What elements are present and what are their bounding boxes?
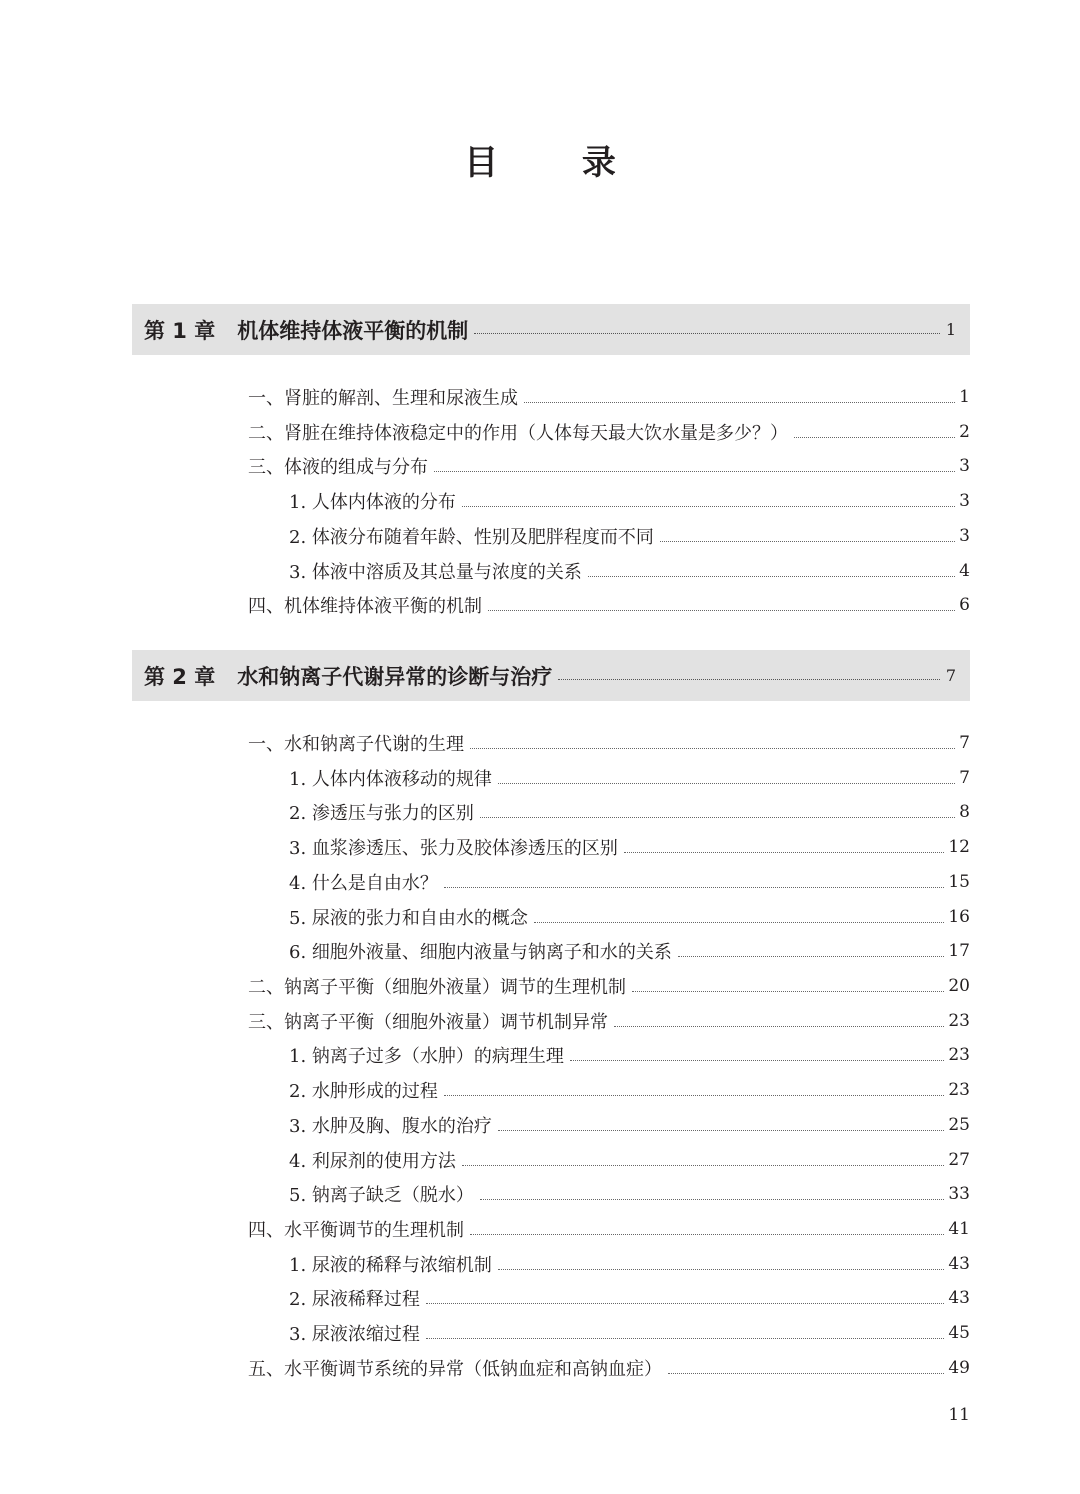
leader-dots — [558, 679, 940, 680]
leader-dots — [794, 437, 955, 438]
leader-dots — [624, 852, 944, 853]
toc-entry-label: 2. 尿液稀释过程 — [289, 1289, 420, 1310]
toc-entry-label: 四、机体维持体液平衡的机制 — [248, 596, 482, 617]
leader-dots — [498, 1269, 944, 1270]
toc-entry[interactable] — [289, 1318, 970, 1348]
leader-dots — [426, 1338, 944, 1339]
toc-entry-page: 4 — [959, 561, 970, 581]
toc-entry[interactable] — [248, 417, 970, 447]
chapter-page-number: 1 — [945, 320, 956, 339]
toc-entry[interactable] — [248, 382, 970, 412]
toc-entry-label: 2. 渗透压与张力的区别 — [289, 803, 474, 824]
page-title: 目 录 — [464, 143, 652, 183]
chapter-heading-2[interactable] — [132, 650, 970, 701]
leader-dots — [614, 1026, 944, 1027]
leader-dots — [678, 956, 944, 957]
toc-entry-label: 三、体液的组成与分布 — [248, 457, 428, 478]
chapter-number: 第 1 章 — [144, 318, 216, 343]
toc-entry[interactable] — [289, 763, 970, 793]
leader-dots — [480, 1199, 944, 1200]
toc-entry-label: 1. 钠离子过多（水肿）的病理生理 — [289, 1046, 564, 1067]
toc-entry[interactable] — [289, 936, 970, 966]
toc-entry[interactable] — [289, 797, 970, 827]
toc-entry-page: 23 — [948, 1011, 970, 1031]
toc-entry-label: 2. 水肿形成的过程 — [289, 1081, 438, 1102]
leader-dots — [570, 1060, 944, 1061]
toc-entry-label: 三、钠离子平衡（细胞外液量）调节机制异常 — [248, 1012, 608, 1033]
toc-entry-page: 43 — [948, 1254, 970, 1274]
leader-dots — [632, 991, 944, 992]
leader-dots — [426, 1303, 944, 1304]
toc-entry-label: 3. 尿液浓缩过程 — [289, 1324, 420, 1345]
leader-dots — [462, 506, 955, 507]
toc-entry-label: 一、水和钠离子代谢的生理 — [248, 734, 464, 755]
toc-entry-label: 6. 细胞外液量、细胞内液量与钠离子和水的关系 — [289, 942, 672, 963]
toc-entry[interactable] — [289, 867, 970, 897]
toc-entry[interactable] — [248, 1353, 970, 1383]
toc-entry-label: 2. 体液分布随着年龄、性别及肥胖程度而不同 — [289, 527, 654, 548]
toc-entry-page: 12 — [948, 837, 970, 857]
toc-entry[interactable] — [289, 1075, 970, 1105]
toc-entry-page: 27 — [948, 1150, 970, 1170]
chapter-title: 机体维持体液平衡的机制 — [237, 318, 469, 343]
toc-entry-label: 5. 钠离子缺乏（脱水） — [289, 1185, 474, 1206]
leader-dots — [498, 1130, 944, 1131]
leader-dots — [444, 887, 944, 888]
toc-entry-page: 23 — [948, 1045, 970, 1065]
toc-entry[interactable] — [248, 1214, 970, 1244]
toc-entry-label: 1. 人体内体液的分布 — [289, 492, 456, 513]
chapter-page-number: 7 — [945, 666, 956, 685]
toc-entry-page: 45 — [948, 1323, 970, 1343]
leader-dots — [534, 922, 944, 923]
toc-entry-label: 一、肾脏的解剖、生理和尿液生成 — [248, 388, 518, 409]
toc-entry-page: 7 — [959, 733, 970, 753]
leader-dots — [470, 1234, 944, 1235]
toc-entry[interactable] — [289, 1040, 970, 1070]
toc-entry-label: 五、水平衡调节系统的异常（低钠血症和高钠血症） — [248, 1359, 662, 1380]
toc-entry-label: 4. 利尿剂的使用方法 — [289, 1151, 456, 1172]
toc-entry-label: 1. 尿液的稀释与浓缩机制 — [289, 1255, 492, 1276]
toc-entry-page: 1 — [959, 387, 970, 407]
chapter-title: 水和钠离子代谢异常的诊断与治疗 — [237, 664, 553, 689]
toc-entry[interactable] — [289, 1179, 970, 1209]
toc-entry-page: 6 — [959, 595, 970, 615]
toc-entry-page: 23 — [948, 1080, 970, 1100]
toc-entry-page: 8 — [959, 802, 970, 822]
toc-entry-label: 4. 什么是自由水？ — [289, 873, 438, 894]
leader-dots — [480, 817, 955, 818]
toc-entry-page: 16 — [948, 907, 970, 927]
toc-entry-label: 3. 水肿及胸、腹水的治疗 — [289, 1116, 492, 1137]
chapter-number: 第 2 章 — [144, 664, 216, 689]
toc-entry-label: 3. 体液中溶质及其总量与浓度的关系 — [289, 562, 582, 583]
toc-entry[interactable] — [248, 590, 970, 620]
leader-dots — [668, 1373, 944, 1374]
toc-entry[interactable] — [289, 1283, 970, 1313]
leader-dots — [524, 402, 955, 403]
toc-entry-page: 41 — [948, 1219, 970, 1239]
toc-entry[interactable] — [289, 486, 970, 516]
chapter-heading-1[interactable] — [132, 304, 970, 355]
toc-entry-label: 二、肾脏在维持体液稳定中的作用（人体每天最大饮水量是多少？） — [248, 423, 788, 444]
leader-dots — [498, 783, 955, 784]
toc-entry-page: 7 — [959, 768, 970, 788]
toc-entry[interactable] — [289, 1249, 970, 1279]
toc-entry-page: 17 — [948, 941, 970, 961]
toc-entry[interactable] — [289, 556, 970, 586]
toc-entry-label: 1. 人体内体液移动的规律 — [289, 769, 492, 790]
toc-entry[interactable] — [289, 832, 970, 862]
toc-entry[interactable] — [289, 521, 970, 551]
toc-entry-page: 3 — [959, 456, 970, 476]
toc-entry-page: 20 — [948, 976, 970, 996]
toc-entry[interactable] — [289, 1145, 970, 1175]
leader-dots — [588, 576, 955, 577]
leader-dots — [444, 1095, 944, 1096]
toc-entry-page: 25 — [948, 1115, 970, 1135]
toc-entry-page: 43 — [948, 1288, 970, 1308]
toc-entry-label: 二、钠离子平衡（细胞外液量）调节的生理机制 — [248, 977, 626, 998]
toc-entry[interactable] — [248, 451, 970, 481]
toc-entry-page: 15 — [948, 872, 970, 892]
toc-entry-page: 3 — [959, 526, 970, 546]
toc-entry-page: 49 — [948, 1358, 970, 1378]
leader-dots — [462, 1165, 944, 1166]
toc-entry-page: 33 — [948, 1184, 970, 1204]
toc-entry[interactable] — [248, 971, 970, 1001]
toc-entry[interactable] — [248, 1006, 970, 1036]
toc-entry-label: 四、水平衡调节的生理机制 — [248, 1220, 464, 1241]
toc-entry[interactable] — [248, 728, 970, 758]
leader-dots — [470, 748, 955, 749]
leader-dots — [488, 610, 955, 611]
leader-dots — [660, 541, 955, 542]
leader-dots — [434, 471, 955, 472]
leader-dots — [474, 333, 940, 334]
toc-entry-label: 5. 尿液的张力和自由水的概念 — [289, 908, 528, 929]
toc-entry[interactable] — [289, 1110, 970, 1140]
toc-entry-page: 2 — [959, 422, 970, 442]
page-number: 11 — [948, 1405, 970, 1425]
toc-entry-page: 3 — [959, 491, 970, 511]
toc-entry-label: 3. 血浆渗透压、张力及胶体渗透压的区别 — [289, 838, 618, 859]
toc-entry[interactable] — [289, 902, 970, 932]
